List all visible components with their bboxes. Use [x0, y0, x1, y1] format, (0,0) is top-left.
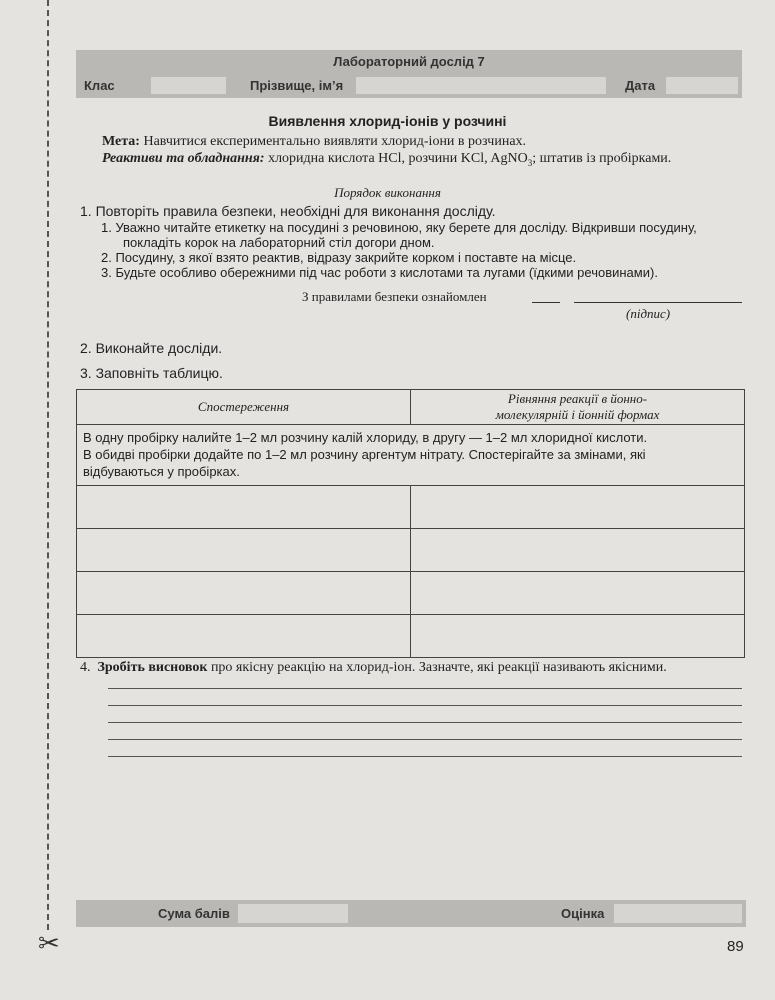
observation-cell[interactable]	[77, 486, 411, 529]
lab-title: Лабораторний дослід 7	[333, 54, 485, 69]
goal-text: Навчитися експериментально виявляти хлорид-іони в розчинах.	[143, 134, 527, 149]
answer-line[interactable]	[108, 705, 742, 706]
instruction-line: відбуваються у пробірках.	[83, 464, 240, 479]
scissors-icon: ✂	[38, 928, 60, 958]
equation-cell[interactable]	[411, 529, 745, 572]
goal-label: Мета:	[102, 134, 140, 149]
reagents-text-after: ; штатив із пробірками.	[532, 151, 672, 166]
step-4-bold: Зробіть висновок	[97, 660, 208, 675]
goal-line	[102, 134, 526, 150]
class-label: Клас	[84, 78, 115, 93]
equation-cell[interactable]	[411, 615, 745, 658]
equation-cell[interactable]	[411, 486, 745, 529]
instruction-cell	[77, 425, 745, 486]
page-number: 89	[727, 938, 744, 955]
rule-1: 1. Уважно читайте етикетку на посудині з речовиною, яку берете для досліду. Відкривши посудину,	[101, 220, 697, 235]
rule-2: 2. Посудину, з якої взято реактив, відразу закрийте корком і поставте на місце.	[101, 250, 577, 265]
name-label: Прізвище, ім’я	[250, 78, 344, 93]
reagents-line	[102, 151, 671, 168]
step-4	[80, 660, 667, 676]
observation-table	[76, 389, 745, 658]
rule-3: 3. Будьте особливо обережними під час роботи з кислотами та лугами (їдкими речовинами).	[101, 265, 658, 280]
name-field[interactable]	[356, 77, 606, 94]
signature-line[interactable]	[574, 302, 742, 303]
signature-label: (підпис)	[626, 306, 671, 321]
header-equations	[411, 390, 745, 425]
answer-line[interactable]	[108, 722, 742, 723]
table-row	[77, 486, 745, 529]
answer-line[interactable]	[108, 739, 742, 740]
answer-line[interactable]	[108, 688, 742, 689]
header-observations: Спостереження	[77, 390, 411, 425]
date-field[interactable]	[666, 77, 738, 94]
date-label: Дата	[625, 78, 656, 93]
grade-field[interactable]	[614, 904, 742, 923]
reagents-label: Реактиви та обладнання:	[102, 151, 265, 166]
score-field[interactable]	[238, 904, 348, 923]
table-row	[77, 615, 745, 658]
procedure-heading: Порядок виконання	[334, 185, 441, 200]
header-equations-line-1: Рівняння реакції в йонно-	[507, 391, 648, 406]
table-row	[77, 529, 745, 572]
reagents-subscript: 3	[527, 157, 533, 168]
step-4-text: про якісну реакцію на хлорид-іон. Зазначте, які реакції називають якісними.	[210, 660, 667, 675]
answer-line[interactable]	[108, 756, 742, 757]
page-title: Виявлення хлорид-іонів у розчині	[268, 113, 507, 129]
acknowledge-ending-line[interactable]	[532, 302, 560, 303]
table-header-row	[77, 390, 745, 425]
instruction-row	[77, 425, 745, 486]
header-equations-line-2: молекулярній і йонній формах	[495, 407, 660, 422]
instruction-line: В обидві пробірки додайте по 1–2 мл розчину аргентум нітрату. Спостерігайте за змінами, які	[83, 447, 646, 462]
cut-line	[47, 0, 49, 930]
step-2: 2. Виконайте досліди.	[80, 340, 223, 356]
class-field[interactable]	[151, 77, 226, 94]
observation-cell[interactable]	[77, 572, 411, 615]
step-1: 1. Повторіть правила безпеки, необхідні для виконання досліду.	[80, 203, 496, 219]
table-row	[77, 572, 745, 615]
step-3: 3. Заповніть таблицю.	[80, 365, 223, 381]
grade-label: Оцінка	[561, 906, 605, 921]
step-4-number: 4.	[80, 660, 91, 675]
header-band	[76, 50, 742, 98]
rule-1-cont: покладіть корок на лабораторний стіл догори дном.	[123, 235, 435, 250]
instruction-line: В одну пробірку налийте 1–2 мл розчину калій хлориду, в другу — 1–2 мл хлоридної кислоти.	[83, 430, 648, 445]
equation-cell[interactable]	[411, 572, 745, 615]
footer-band	[76, 900, 746, 927]
observation-cell[interactable]	[77, 615, 411, 658]
safety-acknowledge: З правилами безпеки ознайомлен	[302, 289, 487, 304]
observation-cell[interactable]	[77, 529, 411, 572]
reagents-text-before: хлоридна кислота HCl, розчини KCl, AgNO	[268, 151, 528, 166]
score-label: Сума балів	[158, 906, 230, 921]
